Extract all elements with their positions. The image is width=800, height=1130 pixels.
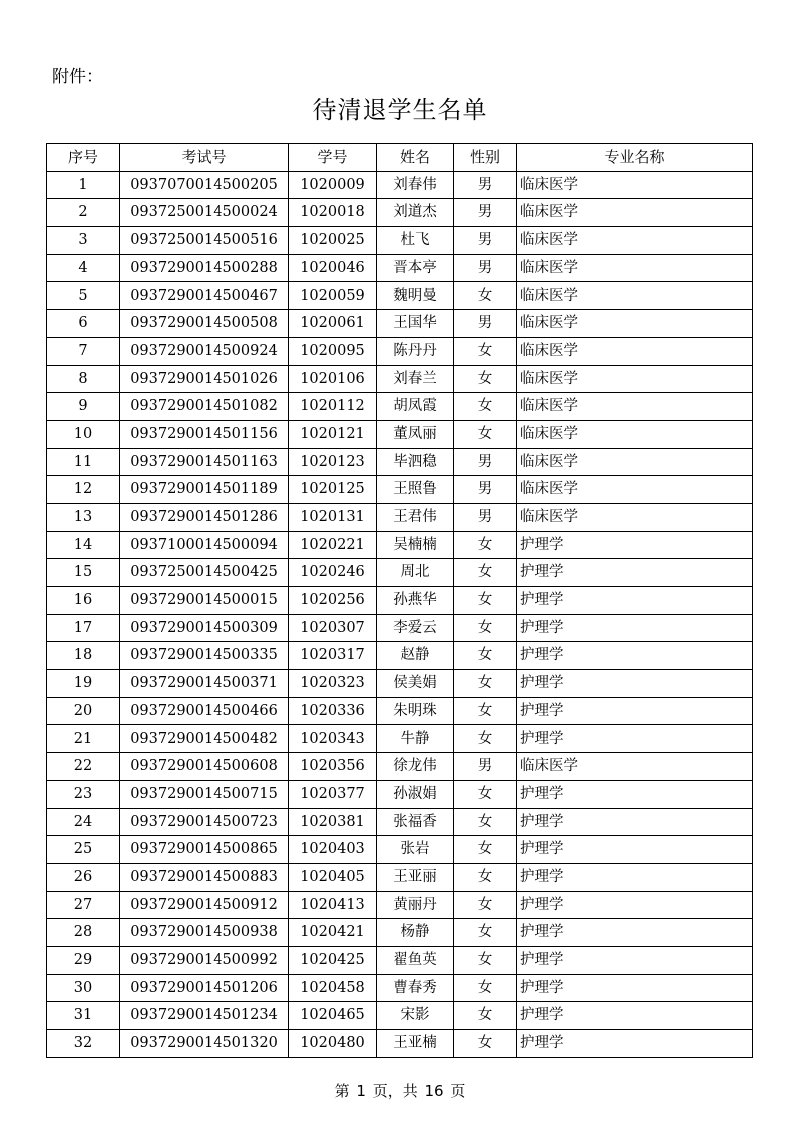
cell-major: 临床医学 [517,337,753,365]
cell-gender: 男 [454,448,517,476]
cell-major: 临床医学 [517,365,753,393]
cell-student-id: 1020018 [289,199,377,227]
cell-major: 护理学 [517,808,753,836]
cell-exam-no: 0937290014500883 [120,863,289,891]
cell-index: 6 [47,310,120,338]
cell-gender: 男 [454,199,517,227]
cell-gender: 女 [454,863,517,891]
cell-major: 护理学 [517,891,753,919]
cell-gender: 女 [454,974,517,1002]
cell-index: 1 [47,171,120,199]
cell-gender: 男 [454,753,517,781]
cell-exam-no: 0937290014500715 [120,780,289,808]
cell-student-id: 1020123 [289,448,377,476]
cell-student-id: 1020403 [289,836,377,864]
cell-exam-no: 0937070014500205 [120,171,289,199]
cell-student-id: 1020112 [289,393,377,421]
cell-student-id: 1020465 [289,1002,377,1030]
cell-index: 9 [47,393,120,421]
cell-index: 4 [47,254,120,282]
cell-student-id: 1020131 [289,503,377,531]
cell-student-id: 1020025 [289,227,377,255]
table-row [47,199,753,227]
cell-student-id: 1020413 [289,891,377,919]
table-row [47,614,753,642]
cell-name: 晋本亭 [377,254,454,282]
cell-exam-no: 0937290014500912 [120,891,289,919]
cell-gender: 男 [454,254,517,282]
cell-name: 吴楠楠 [377,531,454,559]
document-title: 待清退学生名单 [312,96,488,124]
cell-exam-no: 0937290014501234 [120,1002,289,1030]
cell-student-id: 1020336 [289,697,377,725]
cell-major: 临床医学 [517,420,753,448]
cell-gender: 女 [454,1030,517,1058]
cell-major: 护理学 [517,725,753,753]
header-major: 专业名称 [517,144,753,172]
table-row [47,227,753,255]
cell-index: 20 [47,697,120,725]
cell-exam-no: 0937290014501189 [120,476,289,504]
cell-student-id: 1020405 [289,863,377,891]
cell-exam-no: 0937250014500516 [120,227,289,255]
cell-major: 护理学 [517,697,753,725]
table-row [47,780,753,808]
cell-major: 临床医学 [517,199,753,227]
cell-index: 21 [47,725,120,753]
table-row [47,1030,753,1058]
cell-name: 李爱云 [377,614,454,642]
cell-student-id: 1020377 [289,780,377,808]
cell-exam-no: 0937290014500508 [120,310,289,338]
cell-name: 朱明珠 [377,697,454,725]
cell-exam-no: 0937290014501163 [120,448,289,476]
table-body [47,171,753,1057]
cell-index: 30 [47,974,120,1002]
table-row [47,836,753,864]
cell-index: 11 [47,448,120,476]
cell-major: 临床医学 [517,227,753,255]
cell-index: 12 [47,476,120,504]
table-row [47,587,753,615]
cell-name: 杨静 [377,919,454,947]
table-row [47,1002,753,1030]
cell-name: 毕泗稳 [377,448,454,476]
cell-exam-no: 0937290014500482 [120,725,289,753]
cell-index: 8 [47,365,120,393]
cell-major: 护理学 [517,919,753,947]
cell-name: 胡凤霞 [377,393,454,421]
cell-index: 13 [47,503,120,531]
header-name: 姓名 [377,144,454,172]
cell-major: 临床医学 [517,282,753,310]
cell-exam-no: 0937290014501026 [120,365,289,393]
cell-gender: 女 [454,1002,517,1030]
cell-student-id: 1020480 [289,1030,377,1058]
cell-index: 24 [47,808,120,836]
table-row [47,503,753,531]
cell-exam-no: 0937290014500723 [120,808,289,836]
table-row [47,725,753,753]
cell-student-id: 1020421 [289,919,377,947]
cell-gender: 女 [454,891,517,919]
table-row [47,448,753,476]
cell-name: 侯美娟 [377,670,454,698]
cell-exam-no: 0937290014501286 [120,503,289,531]
cell-index: 16 [47,587,120,615]
cell-name: 孙燕华 [377,587,454,615]
cell-name: 孙淑娟 [377,780,454,808]
cell-gender: 女 [454,725,517,753]
cell-name: 王亚丽 [377,863,454,891]
attachment-label: 附件： [52,67,103,87]
cell-exam-no: 0937290014500865 [120,836,289,864]
table-header [47,144,753,172]
cell-student-id: 1020095 [289,337,377,365]
cell-student-id: 1020323 [289,670,377,698]
cell-index: 29 [47,946,120,974]
cell-name: 黄丽丹 [377,891,454,919]
cell-major: 临床医学 [517,476,753,504]
table-row [47,642,753,670]
cell-index: 3 [47,227,120,255]
cell-name: 徐龙伟 [377,753,454,781]
cell-gender: 女 [454,337,517,365]
cell-gender: 女 [454,919,517,947]
cell-index: 15 [47,559,120,587]
cell-student-id: 1020061 [289,310,377,338]
cell-name: 陈丹丹 [377,337,454,365]
cell-gender: 女 [454,670,517,698]
cell-major: 护理学 [517,946,753,974]
cell-exam-no: 0937100014500094 [120,531,289,559]
cell-major: 护理学 [517,974,753,1002]
header-gender: 性别 [454,144,517,172]
cell-major: 护理学 [517,642,753,670]
cell-name: 张福香 [377,808,454,836]
cell-gender: 女 [454,780,517,808]
table-row [47,891,753,919]
table-row [47,863,753,891]
cell-name: 董凤丽 [377,420,454,448]
cell-index: 5 [47,282,120,310]
cell-gender: 女 [454,282,517,310]
cell-major: 临床医学 [517,310,753,338]
table-row [47,559,753,587]
cell-name: 赵静 [377,642,454,670]
cell-name: 曹春秀 [377,974,454,1002]
cell-exam-no: 0937290014500608 [120,753,289,781]
cell-gender: 女 [454,808,517,836]
cell-exam-no: 0937290014500309 [120,614,289,642]
cell-student-id: 1020125 [289,476,377,504]
cell-major: 临床医学 [517,171,753,199]
cell-exam-no: 0937290014501320 [120,1030,289,1058]
cell-student-id: 1020458 [289,974,377,1002]
cell-student-id: 1020307 [289,614,377,642]
cell-index: 18 [47,642,120,670]
cell-exam-no: 0937290014501082 [120,393,289,421]
cell-student-id: 1020381 [289,808,377,836]
cell-name: 宋影 [377,1002,454,1030]
cell-exam-no: 0937290014500466 [120,697,289,725]
cell-gender: 女 [454,642,517,670]
student-roster-table [46,143,753,1058]
cell-gender: 女 [454,836,517,864]
cell-index: 2 [47,199,120,227]
cell-gender: 女 [454,365,517,393]
cell-gender: 女 [454,614,517,642]
cell-major: 临床医学 [517,503,753,531]
table-row [47,670,753,698]
cell-name: 王亚楠 [377,1030,454,1058]
cell-index: 14 [47,531,120,559]
table-row [47,420,753,448]
cell-major: 护理学 [517,1002,753,1030]
cell-index: 28 [47,919,120,947]
cell-major: 护理学 [517,587,753,615]
cell-major: 护理学 [517,836,753,864]
cell-name: 刘春兰 [377,365,454,393]
table-row [47,310,753,338]
cell-student-id: 1020256 [289,587,377,615]
cell-exam-no: 0937290014500371 [120,670,289,698]
cell-gender: 男 [454,503,517,531]
cell-index: 7 [47,337,120,365]
cell-name: 翟鱼英 [377,946,454,974]
cell-student-id: 1020425 [289,946,377,974]
cell-major: 护理学 [517,531,753,559]
cell-exam-no: 0937290014500335 [120,642,289,670]
cell-exam-no: 0937290014501156 [120,420,289,448]
cell-gender: 女 [454,946,517,974]
table-row [47,531,753,559]
cell-student-id: 1020046 [289,254,377,282]
cell-name: 王君伟 [377,503,454,531]
header-student-id: 学号 [289,144,377,172]
cell-major: 护理学 [517,863,753,891]
table-row [47,808,753,836]
cell-major: 护理学 [517,614,753,642]
header-index: 序号 [47,144,120,172]
cell-name: 王照鲁 [377,476,454,504]
cell-exam-no: 0937290014500467 [120,282,289,310]
table-row [47,337,753,365]
cell-name: 刘春伟 [377,171,454,199]
cell-index: 19 [47,670,120,698]
cell-major: 临床医学 [517,753,753,781]
cell-index: 25 [47,836,120,864]
table-row [47,254,753,282]
cell-gender: 女 [454,393,517,421]
cell-major: 临床医学 [517,448,753,476]
cell-student-id: 1020121 [289,420,377,448]
cell-index: 32 [47,1030,120,1058]
cell-major: 护理学 [517,780,753,808]
cell-student-id: 1020343 [289,725,377,753]
cell-student-id: 1020356 [289,753,377,781]
cell-index: 17 [47,614,120,642]
cell-major: 临床医学 [517,393,753,421]
cell-exam-no: 0937250014500024 [120,199,289,227]
cell-exam-no: 0937290014501206 [120,974,289,1002]
table-row [47,919,753,947]
cell-exam-no: 0937250014500425 [120,559,289,587]
table-row [47,365,753,393]
cell-name: 杜飞 [377,227,454,255]
cell-name: 魏明曼 [377,282,454,310]
cell-exam-no: 0937290014500015 [120,587,289,615]
cell-gender: 男 [454,310,517,338]
cell-name: 周北 [377,559,454,587]
cell-gender: 女 [454,420,517,448]
cell-student-id: 1020106 [289,365,377,393]
cell-gender: 女 [454,697,517,725]
cell-gender: 女 [454,559,517,587]
cell-student-id: 1020246 [289,559,377,587]
cell-index: 31 [47,1002,120,1030]
cell-name: 王国华 [377,310,454,338]
page-footer: 第 1 页，共 16 页 [334,1082,466,1100]
table-row [47,393,753,421]
cell-exam-no: 0937290014500924 [120,337,289,365]
table-row [47,476,753,504]
table-row [47,974,753,1002]
cell-gender: 男 [454,476,517,504]
cell-name: 张岩 [377,836,454,864]
cell-name: 牛静 [377,725,454,753]
cell-major: 临床医学 [517,254,753,282]
cell-gender: 男 [454,171,517,199]
cell-index: 27 [47,891,120,919]
cell-exam-no: 0937290014500938 [120,919,289,947]
cell-index: 22 [47,753,120,781]
cell-index: 26 [47,863,120,891]
cell-name: 刘道杰 [377,199,454,227]
cell-major: 护理学 [517,1030,753,1058]
cell-exam-no: 0937290014500992 [120,946,289,974]
cell-student-id: 1020221 [289,531,377,559]
cell-gender: 女 [454,531,517,559]
table-row [47,946,753,974]
cell-index: 23 [47,780,120,808]
cell-gender: 女 [454,587,517,615]
cell-gender: 男 [454,227,517,255]
cell-index: 10 [47,420,120,448]
cell-student-id: 1020317 [289,642,377,670]
table-row [47,753,753,781]
cell-student-id: 1020009 [289,171,377,199]
header-exam-no: 考试号 [120,144,289,172]
cell-major: 护理学 [517,670,753,698]
cell-exam-no: 0937290014500288 [120,254,289,282]
table-row [47,282,753,310]
table-row [47,171,753,199]
table-row [47,697,753,725]
cell-major: 护理学 [517,559,753,587]
cell-student-id: 1020059 [289,282,377,310]
header-row [47,144,753,172]
